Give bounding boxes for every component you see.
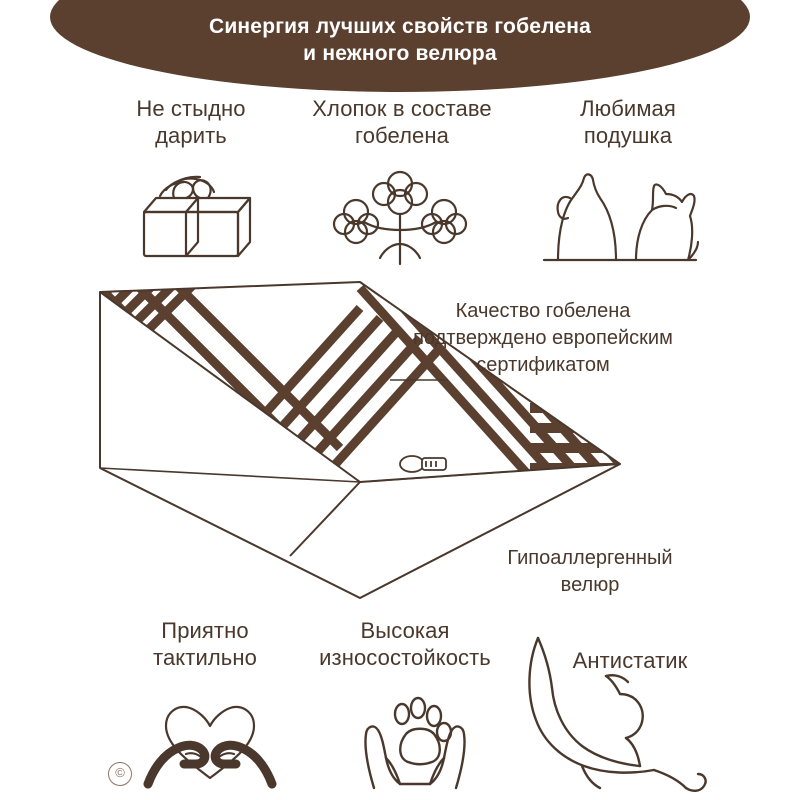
cat-silhouette-icon (520, 628, 720, 798)
feature-label-tactile (112, 618, 298, 672)
feature-cotton-line-2: гобелена (355, 122, 449, 148)
header-banner (50, 0, 750, 92)
copyright-badge: © (108, 762, 132, 786)
feature-cotton-line-1: Хлопок в составе (312, 96, 492, 121)
feature-tactile-line-1: Приятно (161, 618, 249, 643)
feature-label-gift (96, 96, 286, 150)
feature-tactile-line-2: тактильно (153, 644, 257, 670)
callout-certificate (378, 298, 708, 379)
cotton-plant-icon (330, 168, 470, 268)
feature-gift-line-1: Не стыдно (136, 96, 246, 121)
callout-certificate-line-2: подтверждено европейским (413, 327, 673, 349)
feature-favorite-line-1: Любимая (580, 96, 676, 121)
feature-durable-line-2: износостойкость (319, 644, 491, 670)
feature-label-durable (282, 618, 528, 672)
feature-gift-line-2: дарить (155, 122, 227, 148)
feature-antistatic-line-1: Антистатик (572, 648, 688, 673)
feature-label-cotton (278, 96, 526, 150)
callout-certificate-line-1: Качество гобелена (455, 300, 631, 322)
gift-hands-icon (130, 168, 260, 268)
feature-label-favorite (528, 96, 728, 150)
paw-in-hands-icon (350, 692, 480, 792)
banner-title (50, 14, 750, 68)
banner-title-line-1: Синергия лучших свойств гобелена (208, 15, 592, 38)
callout-hypoallergenic (470, 545, 710, 599)
feature-favorite-line-2: подушка (583, 122, 673, 148)
callout-hypoallergenic-line-1: Гипоаллергенный (507, 547, 673, 569)
feature-durable-line-1: Высокая (360, 618, 450, 643)
zipper-pull-icon (400, 456, 446, 472)
callout-certificate-line-3: сертификатом (476, 354, 610, 376)
heart-hands-icon (140, 692, 280, 792)
banner-title-line-2: и нежного велюра (303, 41, 497, 65)
dog-cat-icon (540, 168, 700, 268)
callout-hypoallergenic-line-2: велюр (560, 574, 620, 596)
